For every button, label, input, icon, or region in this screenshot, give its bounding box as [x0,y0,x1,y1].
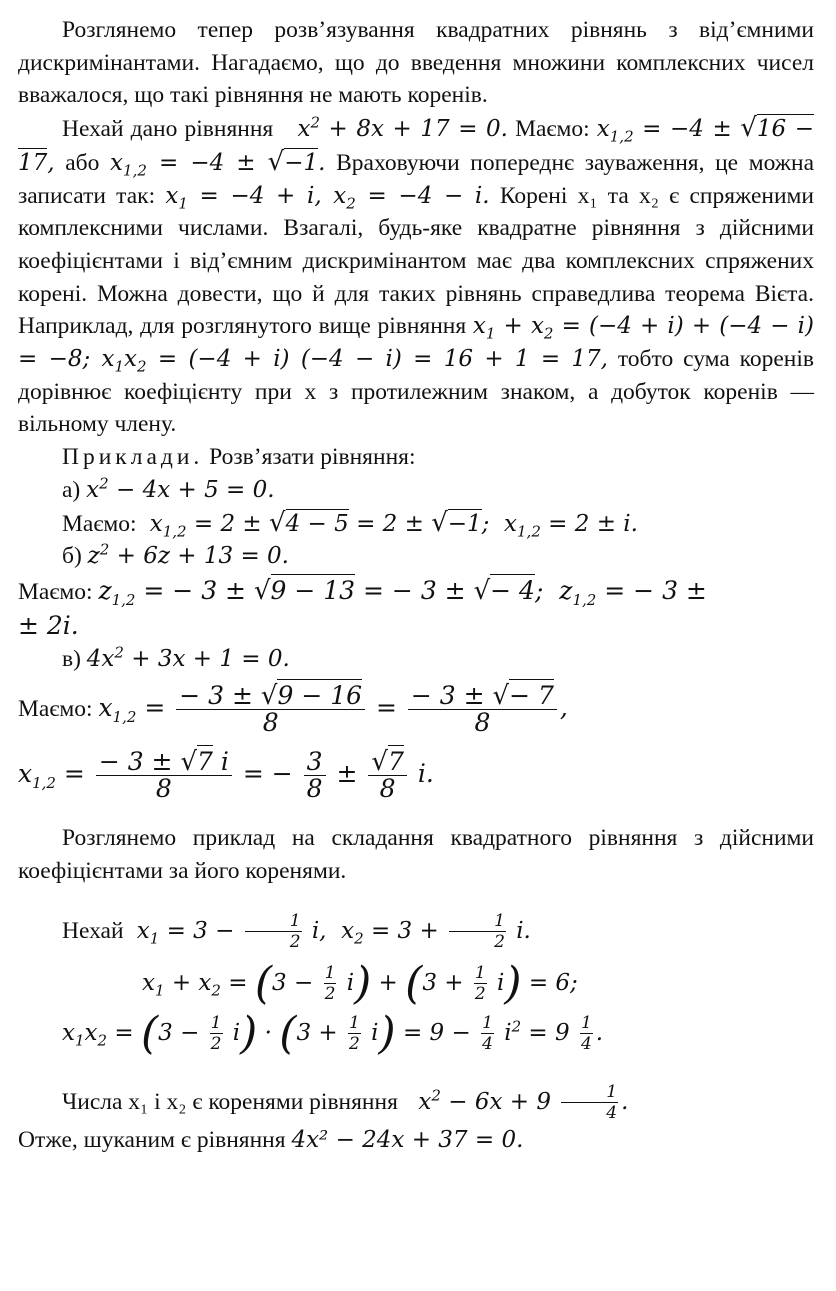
examples-heading-line [18,441,814,474]
example-c-have: Маємо: [18,696,93,723]
compose-sum: $x_1 + x_2 = (3$ − $\frac{1}{2}$ i) + (3 + $\frac{1}{2}$ i) = 6; [142,957,578,1009]
example-b-solution-cont: ± 2i. [18,610,79,640]
examples-heading: Приклади. [62,444,204,471]
compose-roots-line: Нехай $x_1 = 3$ − $\frac{1}{2}$ i, $x_2 = 3$ + $\frac{1}{2}$ i. [62,911,531,953]
example-b-have: Маємо: [18,578,93,605]
example-c-equation: $4x^2 + 3x + 1 = 0$. [86,643,290,672]
example-a [18,474,814,507]
p2-text3: тобто сума коренів дорівнює коефіцієнту при x з протилежним знаком, а добуток коренів — вільному члену. [18,346,814,438]
p2-text1: Враховуючи попереднє зауваження, це можна записати так: [18,149,815,209]
example-a-have: Маємо: [62,510,137,537]
example-b-label: б) [62,543,82,570]
example-c-solution-1: Маємо: $x_{1,2}$ = $\frac{- 3 \pm √9 - 16}{8}$ = $\frac{- 3 \pm √- 7}{8}$ , [18,681,568,738]
compose-numbers-line: Числа x₁ і x₂ є коренями рівняння $x^2 - 6x + 9$ $\frac{1}{4}$ . [62,1082,629,1124]
p2-vieta: $x_1 + x_2 = (-4 + i) + (-4 - i) = -8$; $x_1x_2 = (-4 + i) (-4 - i) = 16 + 1 = 17$, [18,313,814,376]
p2-root-formula: $x_{1,2} = -4 \pm √16 - 17$, [18,113,814,176]
examples-section [18,441,814,806]
p2-or: або [65,149,100,176]
compose-intro: Розглянемо приклад на складання квадратного рівняння з дійсними коефіцієнтами за його коренями. [18,825,814,885]
example-a-solution: Маємо: $x_{1,2} = 2 \pm √4 - 5 = 2 \pm √-1$; $x_{1,2} = 2 \pm i$. [62,507,638,541]
compose-numbers-text: Числа x₁ і x₂ є коренями рівняння [62,1088,398,1115]
compose-product: $x_1x_2 = (3$ − $\frac{1}{2}$ i) · (3 + $\frac{1}{2}$ i) = 9 − $\frac{1}{4}$ $i^2 = 9$ $\frac{1}{4}$ . [62,1007,604,1059]
compose-conclusion-text: Отже, шуканим є рівняння [18,1126,286,1153]
p2-have: Маємо: [515,116,590,143]
p2-text2: Корені x₁ та x₂ є спряженими комплексними числами. Взагалі, будь-яке квадратне рівняння з дійсними коефіцієнтами і від’ємним дискримінантом має два комплексних спряжених корені. Можна довести, що й для таких рівнянь справедлива теорема Вієта. Наприклад, для розглянутого вище рівняння [18,182,815,340]
example-c [18,643,814,676]
compose-let: Нехай [62,917,124,944]
example-a-label: а) [62,476,81,503]
example-c-label: в) [62,645,81,672]
example-b-equation: $z^2 + 6z + 13 = 0$. [87,540,289,570]
p2-equation: $x^2 + 8x + 17 = 0$. [280,113,508,143]
examples-heading-rest: Розв’язати рівняння: [209,444,416,471]
example-b [18,540,814,573]
intro-paragraph: Розглянемо тепер розв’язування квадратних рівнянь з від’ємними дискримінантами. Нагадаємо, що до введення множини комплексних чисел вважалося, що такі рівняння не мають коренів. [18,17,814,109]
p2-roots: $x_1 = -4 + i$, $x_2 = -4 - i$. [165,182,490,213]
example-b-solution: Маємо: $z_{1,2}$ = − 3 ± √9 − 13 = − 3 ± √− 4; $z_{1,2}$ = − 3 ± [18,575,707,609]
example-paragraph [18,112,814,441]
example-a-equation: $x^2 - 4x + 5 = 0$. [86,474,275,503]
p2-lead: Нехай дано рівняння [62,116,274,143]
compose-conclusion-equation: 4x² − 24x + 37 = 0. [291,1126,524,1153]
example-c-solution-2: $x_{1,2}$ = $\frac{- 3 \pm √7 i}{8}$ = − $\frac{3}{8}$ ± $\frac{√7}{8}$ i. [18,747,434,804]
p2-root-formula-2: $x_{1,2} = -4 \pm √-1$. [110,146,326,180]
compose-conclusion-line [18,1124,814,1157]
